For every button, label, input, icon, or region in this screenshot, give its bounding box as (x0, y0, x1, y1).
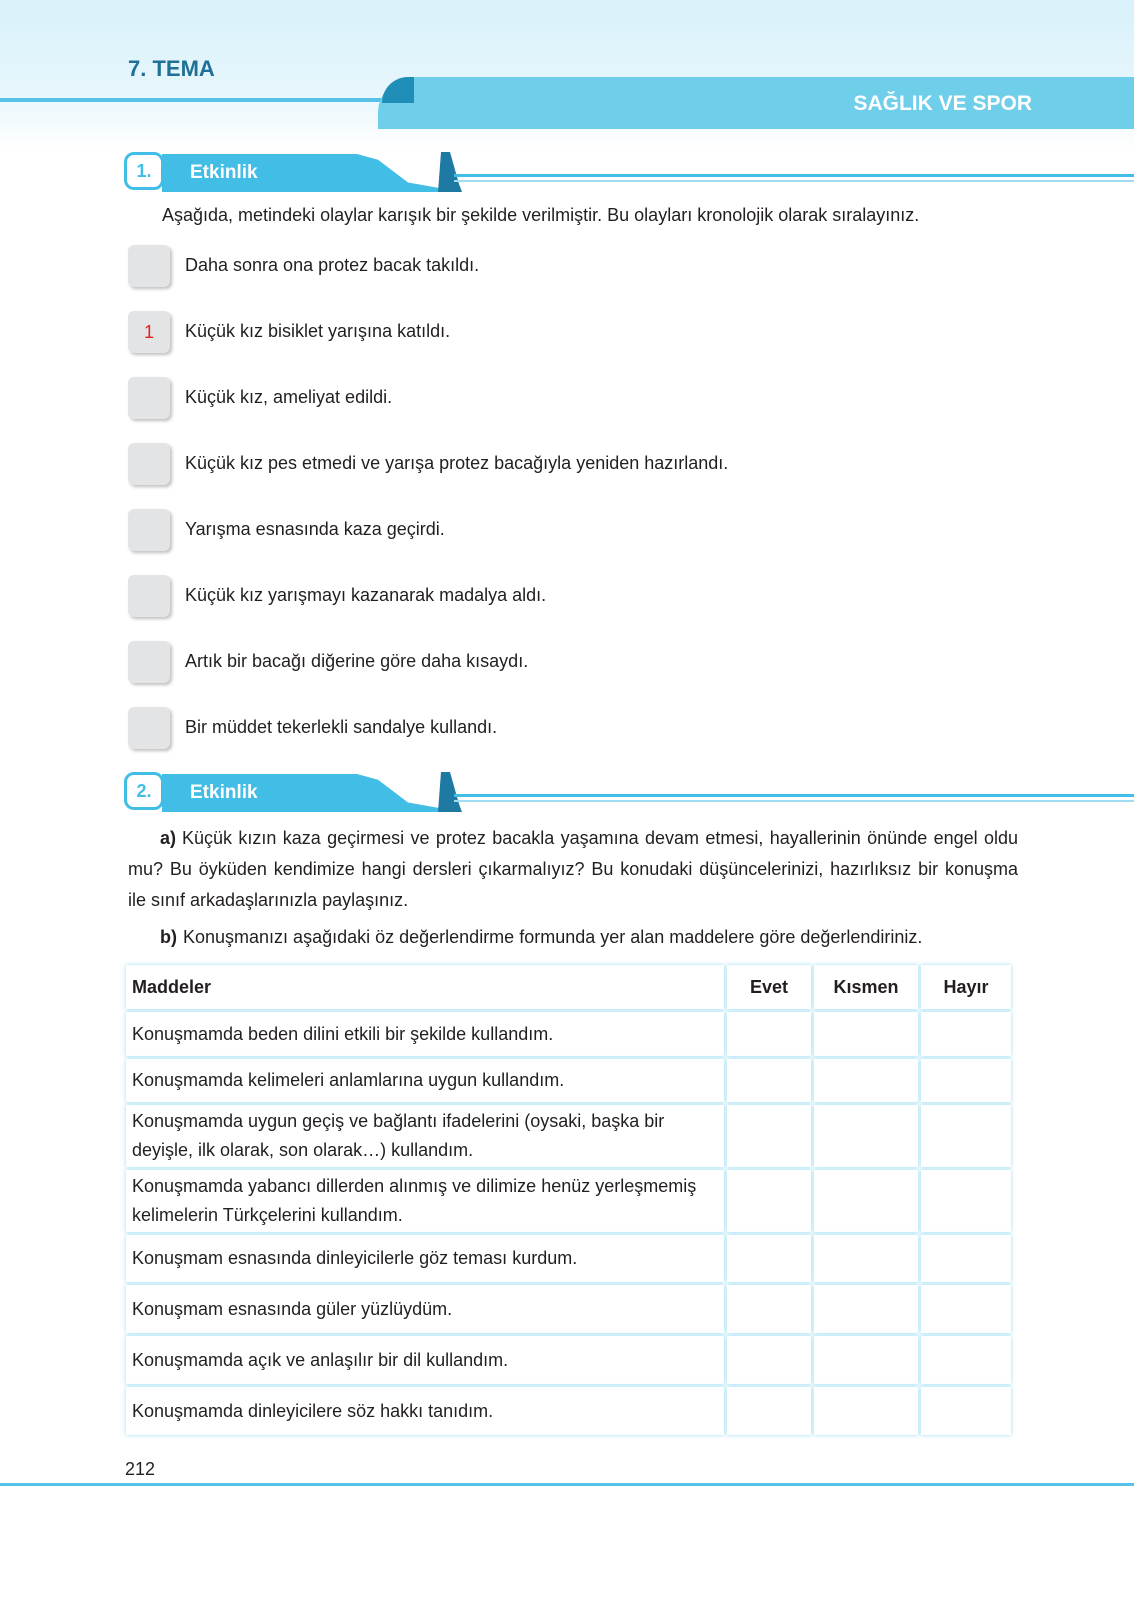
yes-cell[interactable] (727, 1235, 811, 1282)
criterion-text: Konuşmamda yabancı dillerden alınmış ve dilimize henüz yerleşmemiş kelimelerin Türkçelerini kullandım. (126, 1170, 724, 1232)
criterion-text: Konuşmamda açık ve anlaşılır bir dil kullandım. (126, 1336, 724, 1384)
page-number: 212 (125, 1459, 156, 1479)
no-cell[interactable] (921, 1387, 1011, 1435)
activity-label: Etkinlik (190, 782, 258, 803)
activity-label: Etkinlik (190, 162, 258, 183)
activity-1-heading (124, 152, 1034, 192)
order-input-box[interactable] (128, 443, 170, 485)
sequence-item (128, 509, 1008, 553)
activity-rule (454, 174, 1134, 177)
sequence-item-text: Küçük kız bisiklet yarışına katıldı. (185, 321, 451, 341)
table-header-row (126, 965, 1011, 1009)
question-b-text: Konuşmanızı aşağıdaki öz değerlendirme formunda yer alan maddelere göre değerlendiriniz. (183, 927, 923, 947)
yes-cell[interactable] (727, 1012, 811, 1056)
activity-2-heading (124, 772, 1034, 812)
criterion-text: Konuşmamda kelimeleri anlamlarına uygun kullandım. (126, 1059, 724, 1102)
order-input-box[interactable] (128, 509, 170, 551)
activity-rule-light (454, 180, 1134, 182)
sequence-item (128, 707, 1008, 751)
activity-number: 1. (124, 152, 164, 190)
yes-cell[interactable] (727, 1336, 811, 1384)
sequence-item-text: Küçük kız yarışmayı kazanarak madalya aldı. (185, 585, 547, 605)
sequence-item (128, 377, 1008, 421)
theme-title: 7. TEMA (128, 56, 215, 81)
sequence-item-text: Küçük kız pes etmedi ve yarışa protez bacağıyla yeniden hazırlandı. (185, 453, 729, 473)
activity-number: 2. (124, 772, 164, 810)
criterion-text: Konuşmamda uygun geçiş ve bağlantı ifadelerini (oysaki, başka bir deyişle, ilk olarak, son olarak…) kullandım. (126, 1105, 724, 1167)
partly-cell[interactable] (814, 1285, 918, 1333)
order-input-box[interactable] (128, 575, 170, 617)
table-row (126, 1059, 1011, 1102)
sequence-item-text: Artık bir bacağı diğerine göre daha kısaydı. (185, 651, 529, 671)
partly-cell[interactable] (814, 1105, 918, 1167)
header-rule (0, 98, 390, 102)
criterion-text: Konuşmamda beden dilini etkili bir şekilde kullandım. (126, 1012, 724, 1056)
question-b (128, 922, 1018, 953)
partly-cell[interactable] (814, 1235, 918, 1282)
sequence-item (128, 641, 1008, 685)
activity-rule-light (454, 800, 1134, 802)
yes-cell[interactable] (727, 1285, 811, 1333)
footer-rule (0, 1483, 1134, 1486)
order-input-box[interactable] (128, 377, 170, 419)
criterion-text: Konuşmamda dinleyicilere söz hakkı tanıdım. (126, 1387, 724, 1435)
order-input-box[interactable] (128, 245, 170, 287)
header-no: Hayır (921, 965, 1011, 1009)
self-assessment-table (123, 962, 1014, 1438)
header-items: Maddeler (126, 965, 724, 1009)
no-cell[interactable] (921, 1235, 1011, 1282)
table-row (126, 1336, 1011, 1384)
table-row (126, 1285, 1011, 1333)
criterion-text: Konuşmam esnasında güler yüzlüydüm. (126, 1285, 724, 1333)
table-row (126, 1012, 1011, 1056)
yes-cell[interactable] (727, 1105, 811, 1167)
table-row (126, 1170, 1011, 1232)
question-a (128, 823, 1018, 916)
order-input-box[interactable] (128, 641, 170, 683)
subject-title: SAĞLIK VE SPOR (853, 92, 1032, 115)
partly-cell[interactable] (814, 1059, 918, 1102)
order-input-box[interactable]: 1 (128, 311, 170, 353)
sequence-item-text: Yarışma esnasında kaza geçirdi. (185, 519, 445, 539)
sequence-item (128, 443, 1008, 487)
no-cell[interactable] (921, 1105, 1011, 1167)
sequence-item (128, 311, 1008, 355)
no-cell[interactable] (921, 1285, 1011, 1333)
yes-cell[interactable] (727, 1387, 811, 1435)
partly-cell[interactable] (814, 1012, 918, 1056)
no-cell[interactable] (921, 1170, 1011, 1232)
yes-cell[interactable] (727, 1170, 811, 1232)
question-b-label: b) (160, 927, 177, 947)
question-a-label: a) (160, 828, 177, 848)
sequence-item (128, 245, 1008, 289)
header-yes: Evet (727, 965, 811, 1009)
table-row (126, 1235, 1011, 1282)
sequence-item (128, 575, 1008, 619)
sequence-item-text: Bir müddet tekerlekli sandalye kullandı. (185, 717, 498, 737)
activity-rule (454, 794, 1134, 797)
partly-cell[interactable] (814, 1336, 918, 1384)
table-row (126, 1105, 1011, 1167)
header-partly: Kısmen (814, 965, 918, 1009)
criterion-text: Konuşmam esnasında dinleyicilerle göz teması kurdum. (126, 1235, 724, 1282)
partly-cell[interactable] (814, 1387, 918, 1435)
no-cell[interactable] (921, 1059, 1011, 1102)
yes-cell[interactable] (727, 1059, 811, 1102)
sequence-item-text: Küçük kız, ameliyat edildi. (185, 387, 393, 407)
no-cell[interactable] (921, 1336, 1011, 1384)
no-cell[interactable] (921, 1012, 1011, 1056)
sequence-item-text: Daha sonra ona protez bacak takıldı. (185, 255, 480, 275)
order-input-box[interactable] (128, 707, 170, 749)
activity-1-instruction: Aşağıda, metindeki olaylar karışık bir şekilde verilmiştir. Bu olayları kronolojik olarak sıralayınız. (162, 205, 920, 225)
question-a-text: Küçük kızın kaza geçirmesi ve protez bacakla yaşamına devam etmesi, hayallerinin önünde engel oldu mu? Bu öyküden kendimize hangi dersleri çıkarmalıyız? Bu konudaki düşüncelerinizi, hazırlıksız bir konuşma ile sınıf arkadaşlarınızla paylaşınız. (128, 828, 1018, 910)
table-row (126, 1387, 1011, 1435)
partly-cell[interactable] (814, 1170, 918, 1232)
